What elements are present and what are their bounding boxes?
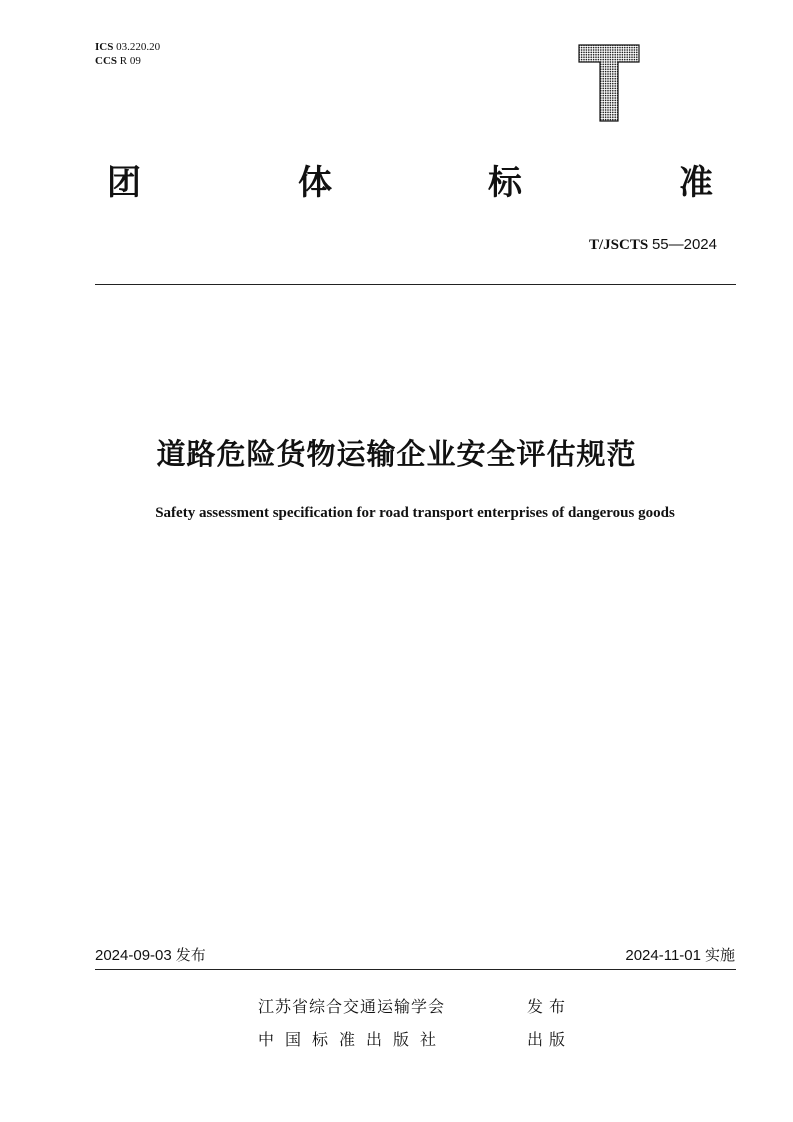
bottom-divider xyxy=(95,969,736,970)
ics-label: ICS xyxy=(95,41,114,53)
press-action: 出版 xyxy=(527,1030,572,1049)
issuer-action: 发布 xyxy=(527,997,572,1016)
ics-line xyxy=(95,40,160,54)
standard-type-char: 准 xyxy=(679,163,713,203)
implement-date-line xyxy=(625,944,735,965)
standard-number-prefix: T/JSCTS xyxy=(588,237,649,253)
ccs-value: R 09 xyxy=(119,55,141,67)
implement-word: 实施 xyxy=(704,946,735,964)
t-standard-logo-icon xyxy=(578,44,640,122)
implement-date: 2024-11-01 xyxy=(625,947,701,964)
issuer-name: 江苏省综合交通运输学会 xyxy=(258,997,446,1016)
standard-type-char: 团 xyxy=(107,163,141,203)
standard-type-char: 标 xyxy=(488,163,522,203)
top-divider xyxy=(95,284,736,285)
title-chinese: 道路危险货物运输企业安全评估规范 xyxy=(156,437,637,471)
standard-number-suffix: 55—2024 xyxy=(651,236,717,253)
ccs-label: CCS xyxy=(95,55,118,67)
ccs-line xyxy=(95,54,160,68)
classification-codes xyxy=(95,40,160,68)
standard-type-char: 体 xyxy=(298,163,332,203)
title-english: Safety assessment specification for road transport enterprises of dangerous goods xyxy=(155,505,675,521)
issue-word: 发布 xyxy=(175,946,206,964)
issue-date: 2024-09-03 xyxy=(95,947,172,964)
press-name: 中国标准出版社 xyxy=(258,1030,448,1049)
standard-type xyxy=(95,160,735,206)
issue-date-line xyxy=(95,944,206,965)
standard-number xyxy=(589,236,717,254)
ics-value: 03.220.20 xyxy=(116,41,161,53)
